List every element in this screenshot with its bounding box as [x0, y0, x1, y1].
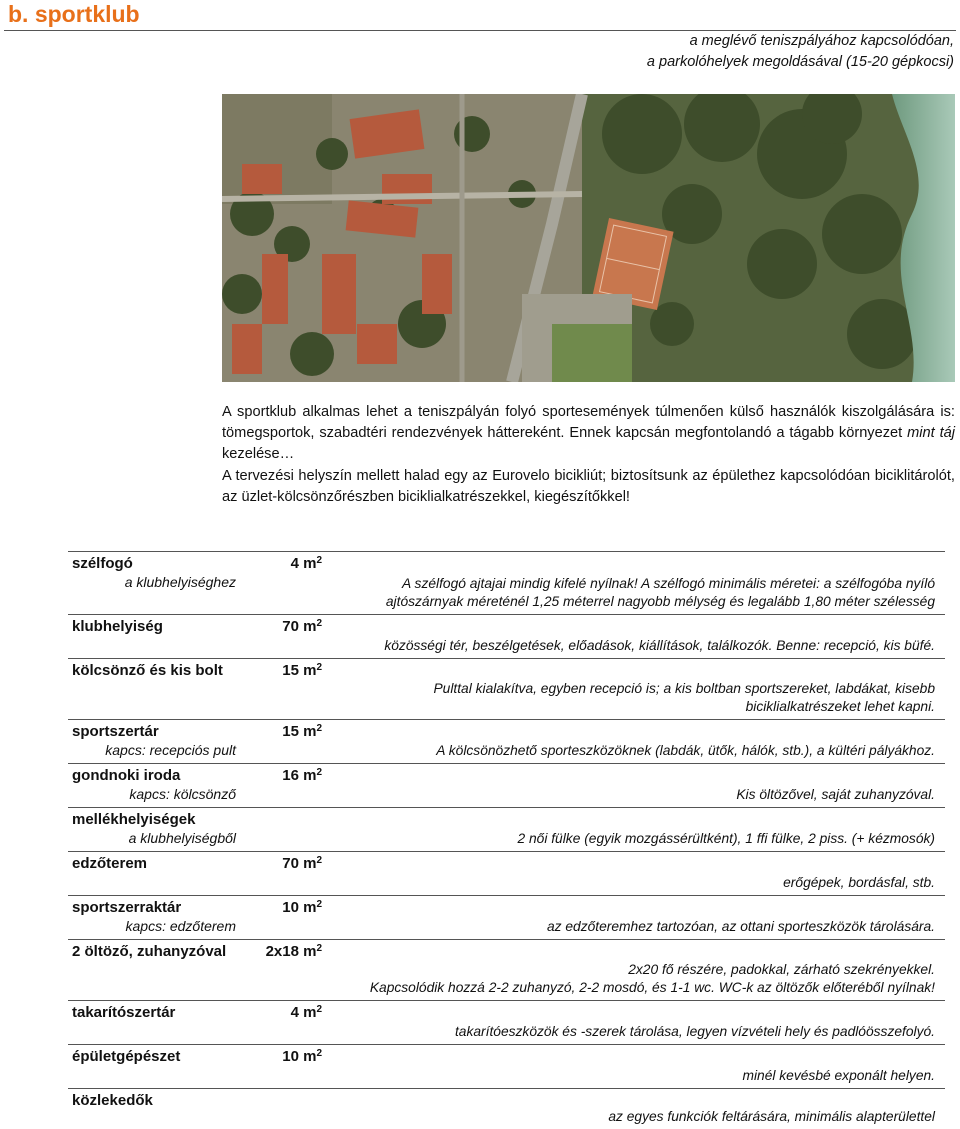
room-area: 10 $m^2$ — [282, 899, 322, 916]
intro-italic: mint táj — [907, 425, 955, 441]
room-name: sportszerraktár — [72, 899, 182, 916]
aerial-photo — [222, 94, 955, 382]
room-description — [345, 637, 935, 655]
room-connection: kapcs: recepciós pult — [105, 742, 236, 758]
room-area: 16 $m^2$ — [282, 767, 322, 784]
room-area: 15 $m^2$ — [282, 662, 322, 679]
room-row — [68, 614, 945, 658]
subtitle-line-2: a parkolóhelyek megoldásával (15-20 gépkocsi) — [646, 54, 954, 70]
room-description — [345, 961, 935, 997]
room-row — [68, 763, 945, 807]
intro-paragraph-2: A tervezési helyszín mellett halad egy az Eurovelo bicikliút; biztosítsunk az épülethez kapcsolódóan biciklitárolót, az üzlet-kölcsönzőrészben biciklialkatrészekkel, kiegészítőkkel! — [222, 468, 955, 505]
room-row — [68, 939, 945, 1000]
room-description-line: az edzőteremhez tartozóan, az ottani sporteszközök tárolására. — [546, 919, 935, 934]
room-description — [345, 1023, 935, 1041]
room-description — [345, 1108, 935, 1126]
room-description — [345, 575, 935, 611]
room-description-line: Kapcsolódik hozzá 2-2 zuhanyzó, 2-2 mosdó, és 1-1 wc. WC-k az öltözők előteréből nyílnak! — [369, 980, 935, 995]
intro-text-end: kezelése… — [222, 446, 295, 462]
section-header — [4, 0, 956, 31]
room-name: szélfogó — [72, 555, 133, 572]
room-connection: a klubhelyiséghez — [124, 574, 236, 590]
room-name: gondnoki iroda — [72, 767, 181, 784]
room-connection: kapcs: kölcsönző — [129, 786, 236, 802]
section-title: b. sportklub — [8, 1, 140, 27]
room-area: 15 $m^2$ — [282, 723, 322, 740]
room-row — [68, 807, 945, 851]
room-description — [345, 874, 935, 892]
subtitle-line-1: a meglévő teniszpályához kapcsolódóan, — [689, 33, 954, 49]
room-area: 70 $m^2$ — [282, 855, 322, 872]
room-row — [68, 658, 945, 719]
room-description-line: közösségi tér, beszélgetések, előadások, kiállítások, találkozók. Benne: recepció, kis büfé. — [384, 638, 935, 653]
room-area: 2x18 $m^2$ — [265, 943, 322, 960]
room-name: sportszertár — [72, 723, 159, 740]
room-description — [345, 1067, 935, 1085]
room-description-line: A szélfogó ajtajai mindig kifelé nyílnak! A szélfogó minimális méretei: a szélfogóba nyíló — [402, 576, 935, 591]
room-description — [345, 830, 935, 848]
room-program-table — [68, 551, 945, 1129]
room-description — [345, 918, 935, 936]
room-row — [68, 719, 945, 763]
room-area: 70 $m^2$ — [282, 618, 322, 635]
room-description — [345, 742, 935, 760]
room-name: klubhelyiség — [72, 618, 163, 635]
room-description-line: minél kevésbé exponált helyen. — [742, 1068, 935, 1083]
room-row — [68, 895, 945, 939]
room-area: 4 $m^2$ — [290, 1004, 322, 1021]
room-description-line: az egyes funkciók feltárására, minimális alapterülettel — [608, 1109, 935, 1124]
room-row — [68, 551, 945, 614]
room-description-line: A kölcsönözhető sporteszközöknek (labdák, ütők, hálók, stb.), a kültéri pályákhoz. — [436, 743, 935, 758]
room-area: 10 $m^2$ — [282, 1048, 322, 1065]
intro-paragraph-1 — [222, 402, 955, 465]
room-row — [68, 1000, 945, 1044]
room-description-line: biciklialkatrészeket lehet kapni. — [745, 699, 935, 714]
room-row — [68, 1044, 945, 1088]
room-description — [345, 680, 935, 716]
room-description-line: takarítóeszközök és -szerek tárolása, legyen vízvételi hely és padlóösszefolyó. — [454, 1024, 935, 1039]
room-connection: kapcs: edzőterem — [125, 918, 236, 934]
room-area: 4 $m^2$ — [290, 555, 322, 572]
room-description-line: 2x20 fő részére, padokkal, zárható szekrényekkel. — [628, 962, 935, 977]
room-name: edzőterem — [72, 855, 148, 872]
room-description-line: ajtószárnyak méreténél 1,25 méterrel nagyobb mélység és legalább 1,80 méter szélesség — [385, 594, 935, 609]
aerial-photo-icon — [222, 94, 955, 382]
room-description-line: Kis öltözővel, saját zuhanyzóval. — [736, 787, 935, 802]
room-name: takarítószertár — [72, 1004, 176, 1021]
room-description-line: Pulttal kialakítva, egyben recepció is; a kis boltban sportszereket, labdákat, kisebb — [433, 681, 935, 696]
room-connection: a klubhelyiségből — [128, 830, 236, 846]
room-description — [345, 786, 935, 804]
room-name: mellékhelyiségek — [72, 811, 196, 828]
intro-text: A sportklub alkalmas lehet a teniszpályán folyó sportesemények túlmenően külső használók kiszolgálására is: tömegsportok, szabadtéri rendezvények háttereként. Ennek kapcsán megfontolandó a tágabb környezet — [222, 404, 955, 441]
room-name: 2 öltöző, zuhanyzóval — [72, 943, 227, 960]
room-name: kölcsönző és kis bolt — [72, 662, 223, 679]
room-name: épületgépészet — [72, 1048, 181, 1065]
room-description-line: 2 női fülke (egyik mozgássérültként), 1 ffi fülke, 2 piss. (+ kézmosók) — [517, 831, 935, 846]
room-row — [68, 851, 945, 895]
room-description-line: erőgépek, bordásfal, stb. — [783, 875, 935, 890]
section-subtitle — [647, 31, 954, 73]
room-name: közlekedők — [72, 1092, 153, 1109]
